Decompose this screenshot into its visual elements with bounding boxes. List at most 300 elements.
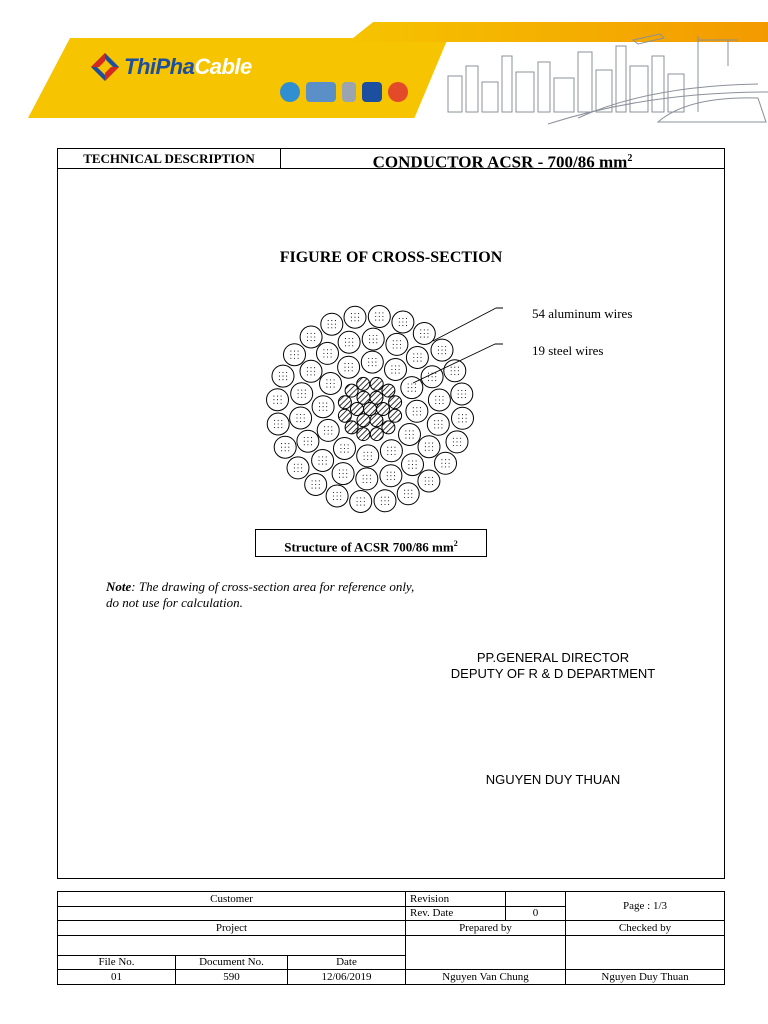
wire-dot	[445, 350, 446, 351]
wire-dot	[314, 374, 315, 375]
wire-dot	[432, 484, 433, 485]
wire-dot	[366, 478, 367, 479]
wire-dot	[323, 349, 324, 350]
wire-dot	[348, 367, 349, 368]
signatory-department: DEPUTY OF R & D DEPARTMENT	[450, 666, 656, 681]
wire-dot	[349, 342, 350, 343]
wire-dot	[432, 446, 433, 447]
wire-dot	[413, 407, 414, 408]
wire-dot	[327, 353, 328, 354]
wire-dot	[344, 370, 345, 371]
wire-dot	[384, 500, 385, 501]
wire-dot	[331, 353, 332, 354]
wire-dot	[458, 414, 459, 415]
wire-dot	[298, 393, 299, 394]
wire-dot	[367, 459, 368, 460]
wire-dot	[344, 367, 345, 368]
wire-dot	[425, 450, 426, 451]
wire-dot	[331, 430, 332, 431]
wire-dot	[345, 345, 346, 346]
wire-dot	[438, 346, 439, 347]
wire-dot	[441, 427, 442, 428]
wire-dot	[408, 493, 409, 494]
wire-dot	[387, 475, 388, 476]
wire-dot	[281, 423, 282, 424]
steel-wire	[370, 377, 383, 390]
wire-dot	[408, 387, 409, 388]
wire-dot	[432, 443, 433, 444]
wire-dot	[286, 379, 287, 380]
wire-dot	[327, 356, 328, 357]
page-cell: Page : 1/3	[566, 892, 725, 921]
wire-dot	[298, 390, 299, 391]
wire-dot	[406, 325, 407, 326]
wire-dot	[274, 420, 275, 421]
wire-dot	[424, 337, 425, 338]
wire-dot	[301, 393, 302, 394]
wire-dot	[360, 497, 361, 498]
wire-dot	[461, 397, 462, 398]
wire-dot	[466, 414, 467, 415]
wire-dot	[279, 372, 280, 373]
wire-dot	[326, 406, 327, 407]
document-no-value-cell: 590	[176, 970, 288, 985]
wire-dot	[351, 313, 352, 314]
wire-dot	[432, 450, 433, 451]
wire-dot	[348, 448, 349, 449]
wire-dot	[311, 340, 312, 341]
wire-dot	[326, 403, 327, 404]
wire-dot	[352, 338, 353, 339]
wire-dot	[384, 497, 385, 498]
wire-dot	[390, 472, 391, 473]
note-text-1: : The drawing of cross-section area for reference only,	[131, 579, 415, 594]
wire-dot	[367, 452, 368, 453]
wire-dot	[393, 344, 394, 345]
cert-logo-icon	[388, 82, 408, 102]
wire-dot	[427, 333, 428, 334]
wire-dot	[294, 464, 295, 465]
wire-dot	[420, 353, 421, 354]
wire-dot	[310, 374, 311, 375]
wire-dot	[345, 338, 346, 339]
wire-dot	[394, 447, 395, 448]
wire-dot	[413, 353, 414, 354]
wire-dot	[417, 353, 418, 354]
wire-dot	[364, 452, 365, 453]
wire-dot	[445, 466, 446, 467]
wire-dot	[408, 460, 409, 461]
wire-dot	[372, 362, 373, 363]
wire-dot	[340, 499, 341, 500]
wire-dot	[413, 361, 414, 362]
wire-dot	[462, 421, 463, 422]
wire-dot	[435, 380, 436, 381]
document-frame	[57, 148, 725, 879]
wire-dot	[428, 380, 429, 381]
wire-dot	[354, 313, 355, 314]
wire-dot	[298, 354, 299, 355]
wire-dot	[445, 463, 446, 464]
wire-dot	[311, 437, 312, 438]
wire-dot	[312, 488, 313, 489]
wire-dot	[330, 387, 331, 388]
wire-dot	[415, 391, 416, 392]
wire-dot	[387, 479, 388, 480]
wire-dot	[416, 414, 417, 415]
wire-dot	[434, 427, 435, 428]
checked-by-label-cell: Checked by	[566, 921, 725, 936]
wire-dot	[288, 443, 289, 444]
wire-dot	[337, 495, 338, 496]
wire-dot	[415, 383, 416, 384]
wire-dot	[273, 403, 274, 404]
wire-dot	[328, 327, 329, 328]
wire-dot	[348, 363, 349, 364]
wire-dot	[441, 346, 442, 347]
wire-dot	[438, 353, 439, 354]
wire-dot	[409, 438, 410, 439]
wire-dot	[334, 387, 335, 388]
wire-dot	[382, 320, 383, 321]
wire-dot	[366, 482, 367, 483]
wire-dot	[322, 456, 323, 457]
wire-dot	[304, 414, 305, 415]
wire-dot	[343, 477, 344, 478]
wire-dot	[273, 399, 274, 400]
logo-mark-icon	[90, 52, 120, 82]
wire-dot	[376, 342, 377, 343]
checked-by-signature-cell	[566, 935, 725, 970]
wire-dot	[405, 430, 406, 431]
wire-dot	[334, 383, 335, 384]
wire-dot	[420, 411, 421, 412]
wire-dot	[319, 488, 320, 489]
wire-dot	[449, 466, 450, 467]
wire-dot	[449, 459, 450, 460]
prepared-by-name-cell: Nguyen Van Chung	[406, 970, 566, 985]
wire-dot	[294, 467, 295, 468]
steel-wire	[364, 403, 377, 416]
wire-dot	[348, 444, 349, 445]
wire-dot	[428, 484, 429, 485]
footer-row	[58, 970, 725, 985]
wire-dot	[304, 421, 305, 422]
wire-dot	[278, 420, 279, 421]
wire-dot	[367, 455, 368, 456]
wire-dot	[400, 344, 401, 345]
wire-dot	[413, 357, 414, 358]
wire-dot	[441, 459, 442, 460]
wire-dot	[391, 369, 392, 370]
wire-dot	[411, 383, 412, 384]
wire-dot	[434, 420, 435, 421]
wire-dot	[432, 480, 433, 481]
wire-dot	[375, 362, 376, 363]
wire-dot	[384, 504, 385, 505]
wire-dot	[344, 363, 345, 364]
wire-dot	[375, 316, 376, 317]
wire-dot	[387, 450, 388, 451]
wire-dot	[312, 484, 313, 485]
revision-label-cell: Revision	[406, 892, 506, 907]
wire-dot	[381, 500, 382, 501]
wire-dot	[405, 434, 406, 435]
wire-dot	[369, 339, 370, 340]
wire-dot	[333, 495, 334, 496]
wire-dot	[331, 426, 332, 427]
wire-dot	[379, 316, 380, 317]
wire-dot	[435, 399, 436, 400]
wire-dot	[330, 379, 331, 380]
wire-dot	[445, 353, 446, 354]
wire-dot	[399, 365, 400, 366]
wire-dot	[445, 459, 446, 460]
project-value-cell	[58, 935, 406, 955]
wire-dot	[411, 490, 412, 491]
wire-dot	[274, 427, 275, 428]
wire-dot	[371, 459, 372, 460]
wire-dot	[340, 452, 341, 453]
revision-value-cell	[506, 892, 566, 907]
steel-wire	[370, 414, 383, 427]
wire-dot	[339, 473, 340, 474]
wire-dot	[391, 450, 392, 451]
wire-dot	[305, 393, 306, 394]
wire-dot	[411, 391, 412, 392]
footer-row	[58, 935, 725, 955]
wire-dot	[406, 318, 407, 319]
wire-dot	[339, 469, 340, 470]
wire-dot	[281, 420, 282, 421]
wire-dot	[360, 501, 361, 502]
file-no-value-cell: 01	[58, 970, 176, 985]
wire-dot	[301, 390, 302, 391]
wire-dot	[416, 411, 417, 412]
wire-dot	[331, 320, 332, 321]
wire-dot	[396, 347, 397, 348]
wire-dot	[311, 444, 312, 445]
wire-dot	[465, 397, 466, 398]
wire-dot	[285, 450, 286, 451]
wire-dot	[307, 340, 308, 341]
wire-dot	[458, 374, 459, 375]
wire-dot	[460, 445, 461, 446]
wire-dot	[402, 321, 403, 322]
wire-dot	[326, 379, 327, 380]
wire-dot	[307, 444, 308, 445]
wire-dot	[298, 358, 299, 359]
wire-dot	[324, 426, 325, 427]
wire-dot	[408, 464, 409, 465]
wire-dot	[370, 478, 371, 479]
wire-dot	[454, 370, 455, 371]
wire-dot	[420, 361, 421, 362]
wire-dot	[290, 354, 291, 355]
cert-logo-icon	[342, 82, 356, 102]
wire-dot	[420, 357, 421, 358]
wire-dot	[297, 464, 298, 465]
wire-dot	[465, 393, 466, 394]
wire-dot	[323, 403, 324, 404]
wire-dot	[373, 342, 374, 343]
wire-dot	[335, 320, 336, 321]
wire-dot	[408, 497, 409, 498]
wire-dot	[394, 454, 395, 455]
wire-dot	[311, 333, 312, 334]
steel-wire	[345, 384, 358, 397]
wire-dot	[375, 320, 376, 321]
wire-dot	[358, 320, 359, 321]
wire-dot	[290, 358, 291, 359]
wire-dot	[402, 318, 403, 319]
wire-dot	[307, 371, 308, 372]
wire-dot	[382, 316, 383, 317]
wire-dot	[340, 495, 341, 496]
wire-dot	[411, 497, 412, 498]
wire-dot	[441, 463, 442, 464]
note-label: Note	[106, 579, 132, 594]
wire-dot	[281, 427, 282, 428]
wire-dot	[428, 450, 429, 451]
wire-dot	[399, 325, 400, 326]
wire-dot	[328, 426, 329, 427]
wire-dot	[282, 379, 283, 380]
steel-wire	[338, 396, 351, 409]
wire-dot	[324, 430, 325, 431]
wire-dot	[424, 333, 425, 334]
wire-dot	[393, 340, 394, 341]
wire-dot	[331, 327, 332, 328]
wire-dot	[405, 438, 406, 439]
wire-dot	[408, 383, 409, 384]
wire-dot	[427, 329, 428, 330]
wire-dot	[328, 320, 329, 321]
wire-dot	[281, 443, 282, 444]
wire-dot	[307, 367, 308, 368]
wire-dot	[454, 374, 455, 375]
wire-dot	[331, 433, 332, 434]
wire-dot	[435, 396, 436, 397]
wire-dot	[465, 390, 466, 391]
wire-dot	[323, 410, 324, 411]
wire-dot	[428, 443, 429, 444]
wire-dot	[368, 365, 369, 366]
wire-dot	[399, 369, 400, 370]
wire-dot	[460, 441, 461, 442]
wire-dot	[441, 424, 442, 425]
structure-caption	[255, 529, 487, 557]
wire-dot	[340, 492, 341, 493]
steel-wire	[377, 403, 390, 416]
wire-dot	[441, 353, 442, 354]
wire-dot	[307, 374, 308, 375]
wire-dot	[412, 460, 413, 461]
wire-dot	[442, 399, 443, 400]
wire-dot	[462, 418, 463, 419]
wire-dot	[326, 410, 327, 411]
wire-dot	[391, 365, 392, 366]
wire-dot	[363, 478, 364, 479]
wire-dot	[310, 367, 311, 368]
wire-dot	[408, 391, 409, 392]
wire-dot	[349, 338, 350, 339]
wire-dot	[462, 414, 463, 415]
wire-dot	[449, 463, 450, 464]
wire-dot	[300, 417, 301, 418]
wire-dot	[343, 473, 344, 474]
wire-dot	[357, 497, 358, 498]
wire-dot	[388, 497, 389, 498]
steel-wire	[338, 409, 351, 422]
wire-dot	[281, 403, 282, 404]
wire-dot	[425, 446, 426, 447]
wire-dot	[288, 450, 289, 451]
wire-dot	[445, 346, 446, 347]
wire-dot	[395, 369, 396, 370]
wire-dot	[413, 438, 414, 439]
wire-dot	[406, 321, 407, 322]
wire-dot	[301, 471, 302, 472]
wire-dot	[277, 403, 278, 404]
wire-dot	[358, 313, 359, 314]
wire-dot	[319, 406, 320, 407]
wire-dot	[298, 397, 299, 398]
wire-dot	[394, 479, 395, 480]
wire-dot	[388, 504, 389, 505]
wire-dot	[428, 477, 429, 478]
wire-dot	[304, 437, 305, 438]
wire-dot	[300, 414, 301, 415]
aluminum-leader-line	[433, 308, 496, 341]
wire-dot	[345, 342, 346, 343]
rev-date-value-cell: 0	[506, 906, 566, 921]
wire-dot	[394, 472, 395, 473]
wire-dot	[294, 358, 295, 359]
wire-dot	[326, 387, 327, 388]
wire-dot	[420, 407, 421, 408]
wire-dot	[334, 379, 335, 380]
wire-dot	[310, 371, 311, 372]
certification-logos	[280, 82, 408, 102]
wire-dot	[354, 317, 355, 318]
logo-text-cable: Cable	[194, 54, 252, 79]
wire-dot	[279, 376, 280, 377]
wire-dot	[439, 403, 440, 404]
cert-logo-icon	[306, 82, 336, 102]
note-line-1	[106, 579, 414, 595]
wire-dot	[391, 454, 392, 455]
wire-dot	[412, 468, 413, 469]
wire-dot	[364, 505, 365, 506]
wire-dot	[352, 342, 353, 343]
wire-dot	[318, 456, 319, 457]
wire-dot	[461, 390, 462, 391]
wire-dot	[330, 383, 331, 384]
steel-wire	[382, 421, 395, 434]
wire-dot	[301, 467, 302, 468]
wire-dot	[363, 475, 364, 476]
wire-dot	[307, 333, 308, 334]
aluminum-wires-label: 54 aluminum wires	[532, 306, 633, 321]
wire-dot	[379, 320, 380, 321]
wire-dot	[458, 370, 459, 371]
wire-dot	[307, 441, 308, 442]
wire-dot	[290, 351, 291, 352]
wire-dot	[337, 492, 338, 493]
logo-text-thipha: ThiPha	[124, 54, 195, 79]
wire-dot	[409, 430, 410, 431]
